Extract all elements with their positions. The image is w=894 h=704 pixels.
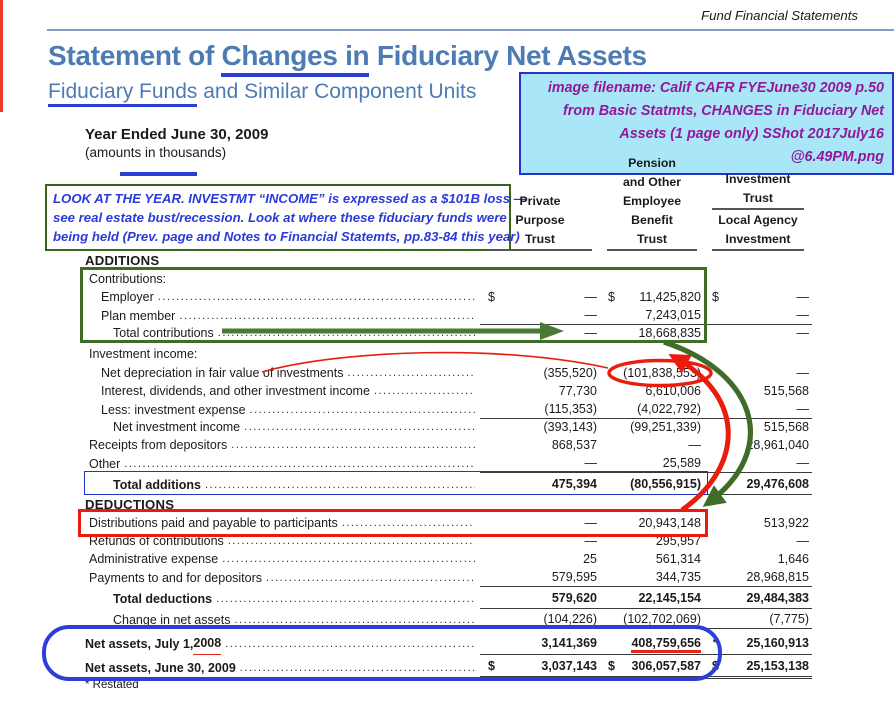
dot-leader: [348, 364, 476, 382]
value-cell-col1: [480, 400, 600, 419]
value-cell-col2: [600, 588, 704, 609]
cell-value: 408,759,656: [631, 636, 701, 653]
value-cell-col1: [480, 436, 600, 454]
row-label: DEDUCTIONS: [85, 497, 175, 512]
cell-value: (4,022,792): [637, 402, 701, 416]
cell-value: (393,143): [543, 420, 597, 434]
cell-value: —: [584, 326, 597, 340]
value-cell-col3: [704, 496, 812, 514]
cell-value: —: [584, 534, 597, 548]
cell-value: 28,961,040: [746, 438, 809, 452]
value-cell-col2: [600, 346, 704, 364]
row-label: Net depreciation in fair value of investments: [101, 366, 344, 380]
column-header-rule: [712, 208, 805, 210]
row-total-deductions: [85, 588, 812, 608]
cell-value: (102,702,069): [623, 612, 701, 626]
value-cell-col1: [480, 418, 600, 436]
column-header-1: [600, 152, 704, 252]
dollar-sign: $: [608, 290, 615, 304]
commentary-line: see real estate bust/recession. Look at where these fiduciary funds were: [53, 210, 507, 225]
value-cell-col3: [704, 364, 812, 382]
cell-value: 29,484,383: [746, 591, 809, 605]
filename-note-line: Assets (1 page only) SShot 2017July16 @6.49PM.png: [619, 125, 884, 165]
row-label: Total contributions: [113, 326, 214, 340]
value-cell-col1: [480, 568, 600, 587]
dot-leader: [374, 382, 475, 400]
row-administrative-expense: [85, 550, 812, 568]
dot-leader: [266, 569, 475, 587]
value-cell-col3: [704, 610, 812, 629]
column-header-line: Local Agency: [718, 213, 798, 227]
value-cell-col2: [600, 364, 704, 382]
dollar-sign: $: [712, 290, 719, 304]
cell-value: 6,610,006: [645, 384, 701, 398]
commentary-annotation-note: [45, 184, 527, 251]
value-cell-col1: [480, 346, 600, 364]
value-cell-col1: [480, 550, 600, 568]
column-header-rule: [488, 249, 591, 251]
cell-value: 306,057,587: [631, 659, 701, 673]
row-payments-depositors: [85, 568, 812, 586]
row-label: Payments to and for depositors: [89, 570, 263, 585]
restated-footnote: * Restated: [85, 679, 139, 691]
contributions-highlight-box: [80, 267, 707, 343]
row-other: [85, 454, 812, 472]
column-header-line: Trust: [636, 232, 668, 246]
value-cell-col2: [600, 400, 704, 419]
column-header-line: Investment: [725, 172, 791, 186]
cell-value: —: [584, 308, 597, 322]
row-label: Contributions:: [89, 272, 167, 286]
row-interest-dividends: [85, 382, 812, 400]
page-subtitle: [48, 80, 476, 104]
cell-value: 513,922: [763, 516, 809, 530]
dollar-sign: $: [488, 659, 495, 673]
cell-value: (7,775): [769, 612, 809, 626]
dot-leader: [244, 418, 475, 436]
row-label-red-underlined: 2008: [193, 632, 221, 655]
value-cell-col3: [704, 436, 812, 454]
cell-value: 25,153,138: [746, 659, 809, 673]
column-header-line: Trust: [524, 232, 556, 246]
row-net-depreciation: [85, 364, 812, 382]
column-header-line: Benefit: [631, 213, 673, 227]
restated-asterisk: *: [712, 637, 717, 649]
column-header-line: Investment: [725, 232, 791, 246]
value-cell-col2: [600, 568, 704, 587]
cell-value: —: [796, 366, 809, 380]
subtitle-underlined: Fiduciary Funds: [48, 80, 197, 107]
net-assets-highlight-oval: [42, 625, 722, 681]
cell-value: 29,476,608: [746, 477, 809, 491]
value-cell-col3: [704, 588, 812, 609]
value-cell-col3: [704, 568, 812, 587]
value-cell-col2: [600, 418, 704, 436]
cell-value: 11,425,820: [639, 290, 701, 304]
commentary-line: being held (Prev. page and Notes to Financial Statemts, pp.83-84 this year): [53, 229, 520, 244]
value-cell-col1: [480, 364, 600, 382]
cell-value: 25: [583, 552, 597, 566]
page-title: [48, 40, 647, 72]
column-header-line: Trust: [742, 191, 774, 205]
cell-value: 515,568: [763, 384, 809, 398]
cell-value: (355,520): [543, 366, 597, 380]
value-cell-col3: [704, 400, 812, 419]
column-header-line: Pension: [628, 156, 676, 170]
row-label: Total additions: [113, 477, 201, 492]
row-label: Net assets, July 1,: [85, 636, 194, 651]
row-label: Plan member: [101, 308, 176, 323]
commentary-line: LOOK AT THE YEAR. INVESTMT “INCOME” is expressed as a $101B loss —: [53, 191, 527, 206]
row-label: Other: [89, 456, 121, 471]
value-cell-col2: [600, 550, 704, 568]
dot-leader: [216, 589, 475, 609]
dot-leader: [124, 455, 475, 473]
cell-value: 28,968,815: [746, 570, 809, 584]
cell-value: 868,537: [551, 438, 597, 452]
column-header-rule: [607, 249, 696, 251]
cell-value: —: [688, 438, 701, 452]
year-block: [85, 126, 268, 160]
column-header-line: Private: [519, 194, 561, 208]
value-cell-col3: [704, 474, 812, 495]
filename-note-line: image filename: Calif CAFR FYEJune30 2009 p.50: [547, 80, 884, 96]
cell-value: 20,943,148: [638, 516, 701, 530]
row-label: Net assets, June 30, 2009: [85, 660, 236, 675]
cell-value: 25,160,913: [746, 636, 809, 650]
column-header-line: and Other: [622, 175, 682, 189]
running-header: Fund Financial Statements: [701, 8, 858, 23]
title-post: Fiduciary Net Assets: [369, 40, 647, 71]
cell-value: 22,145,154: [638, 591, 701, 605]
row-label: Refunds of contributions: [89, 534, 224, 548]
row-receipts-depositors: [85, 436, 812, 454]
dot-leader: [231, 436, 475, 454]
header-rule: [47, 29, 894, 31]
row-label: Net investment income: [113, 420, 241, 434]
row-label: Receipts from depositors: [89, 438, 228, 452]
column-header-rule: [712, 249, 805, 251]
cell-value: —: [584, 290, 597, 304]
row-label: ADDITIONS: [85, 253, 160, 268]
row-label: Employer: [101, 290, 154, 304]
value-cell-col3: [704, 288, 812, 306]
year-blue-underline: [120, 172, 197, 176]
cell-value: —: [796, 326, 809, 340]
cell-value: (80,556,915): [630, 477, 701, 491]
row-label: Interest, dividends, and other investment income: [101, 384, 370, 398]
row-label: Administrative expense: [89, 552, 219, 566]
row-net-investment-income: [85, 418, 812, 436]
dot-leader: [222, 550, 475, 568]
cell-value: (104,226): [543, 612, 597, 626]
column-header-line: Purpose: [515, 213, 565, 227]
value-cell-col3: [704, 346, 812, 364]
cell-value: 579,595: [551, 570, 597, 584]
value-cell-col3: [704, 454, 812, 473]
value-cell-col3: [704, 418, 812, 436]
column-header-0: [480, 152, 600, 252]
cell-value: 1,646: [777, 552, 809, 566]
cell-value: 475,394: [551, 477, 597, 491]
cell-value: —: [796, 534, 809, 548]
filename-note-line: from Basic Statmts, CHANGES in Fiduciary Net: [563, 102, 884, 119]
row-label: Less: investment expense: [101, 402, 246, 417]
dollar-sign: $: [608, 659, 615, 673]
cell-value: —: [584, 456, 597, 470]
cell-value: (101,838,553): [623, 366, 701, 380]
row-label: Investment income:: [89, 346, 197, 364]
cell-value: —: [796, 290, 809, 304]
value-cell-col3: [704, 514, 812, 532]
row-investment-expense: [85, 400, 812, 418]
cell-value: (115,353): [544, 402, 597, 416]
dot-leader: [250, 401, 475, 419]
dollar-sign: $: [488, 290, 495, 304]
value-cell-col2: [600, 436, 704, 454]
cell-value: —: [796, 456, 809, 470]
cell-value: 77,730: [558, 384, 597, 398]
table-column-headers: [480, 152, 812, 252]
column-header-line: Employee: [622, 194, 682, 208]
value-cell-col3: [704, 324, 812, 342]
cell-value: —: [796, 308, 809, 322]
value-cell-col3: [704, 270, 812, 288]
cell-value: 3,037,143: [541, 659, 597, 673]
cell-value: 7,243,015: [645, 308, 701, 322]
value-cell-col3: [704, 550, 812, 568]
value-cell-col3: [704, 382, 812, 400]
cell-value: (99,251,339): [630, 420, 701, 434]
row-investment-income-header: [85, 346, 812, 364]
row-label: Distributions paid and payable to participants: [89, 516, 338, 530]
dollar-sign: $: [712, 659, 719, 673]
cell-value: 295,957: [655, 534, 701, 548]
cell-value: 344,735: [655, 570, 701, 584]
value-cell-col3: [704, 306, 812, 325]
title-underlined: Changes in: [221, 40, 369, 77]
left-edge-red-mark: [0, 0, 3, 112]
row-label: Change in net assets: [113, 612, 231, 627]
cell-value: 18,668,835: [638, 326, 701, 340]
cell-value: 579,620: [551, 591, 597, 605]
amounts-in-thousands-label: (amounts in thousands): [85, 145, 227, 160]
value-cell-col3: [704, 532, 812, 550]
cell-value: —: [796, 402, 809, 416]
distributions-highlight-box: [78, 509, 708, 537]
value-cell-col1: [480, 382, 600, 400]
year-ended-label: Year Ended June 30, 2009: [85, 126, 269, 143]
value-cell-col3: [704, 252, 812, 270]
cell-value: 561,314: [655, 552, 701, 566]
cell-value: 515,568: [763, 420, 809, 434]
cell-value: 25,589: [662, 456, 701, 470]
cell-value: 3,141,369: [541, 636, 597, 650]
value-cell-col1: [480, 588, 600, 609]
value-cell-col2: [600, 382, 704, 400]
row-label: Total deductions: [113, 591, 213, 606]
total-additions-highlight-box: [84, 471, 708, 495]
subtitle-post: and Similar Component Units: [197, 80, 477, 103]
cell-value: —: [584, 516, 597, 530]
column-header-2: [704, 152, 812, 252]
title-pre: Statement of: [48, 40, 222, 71]
